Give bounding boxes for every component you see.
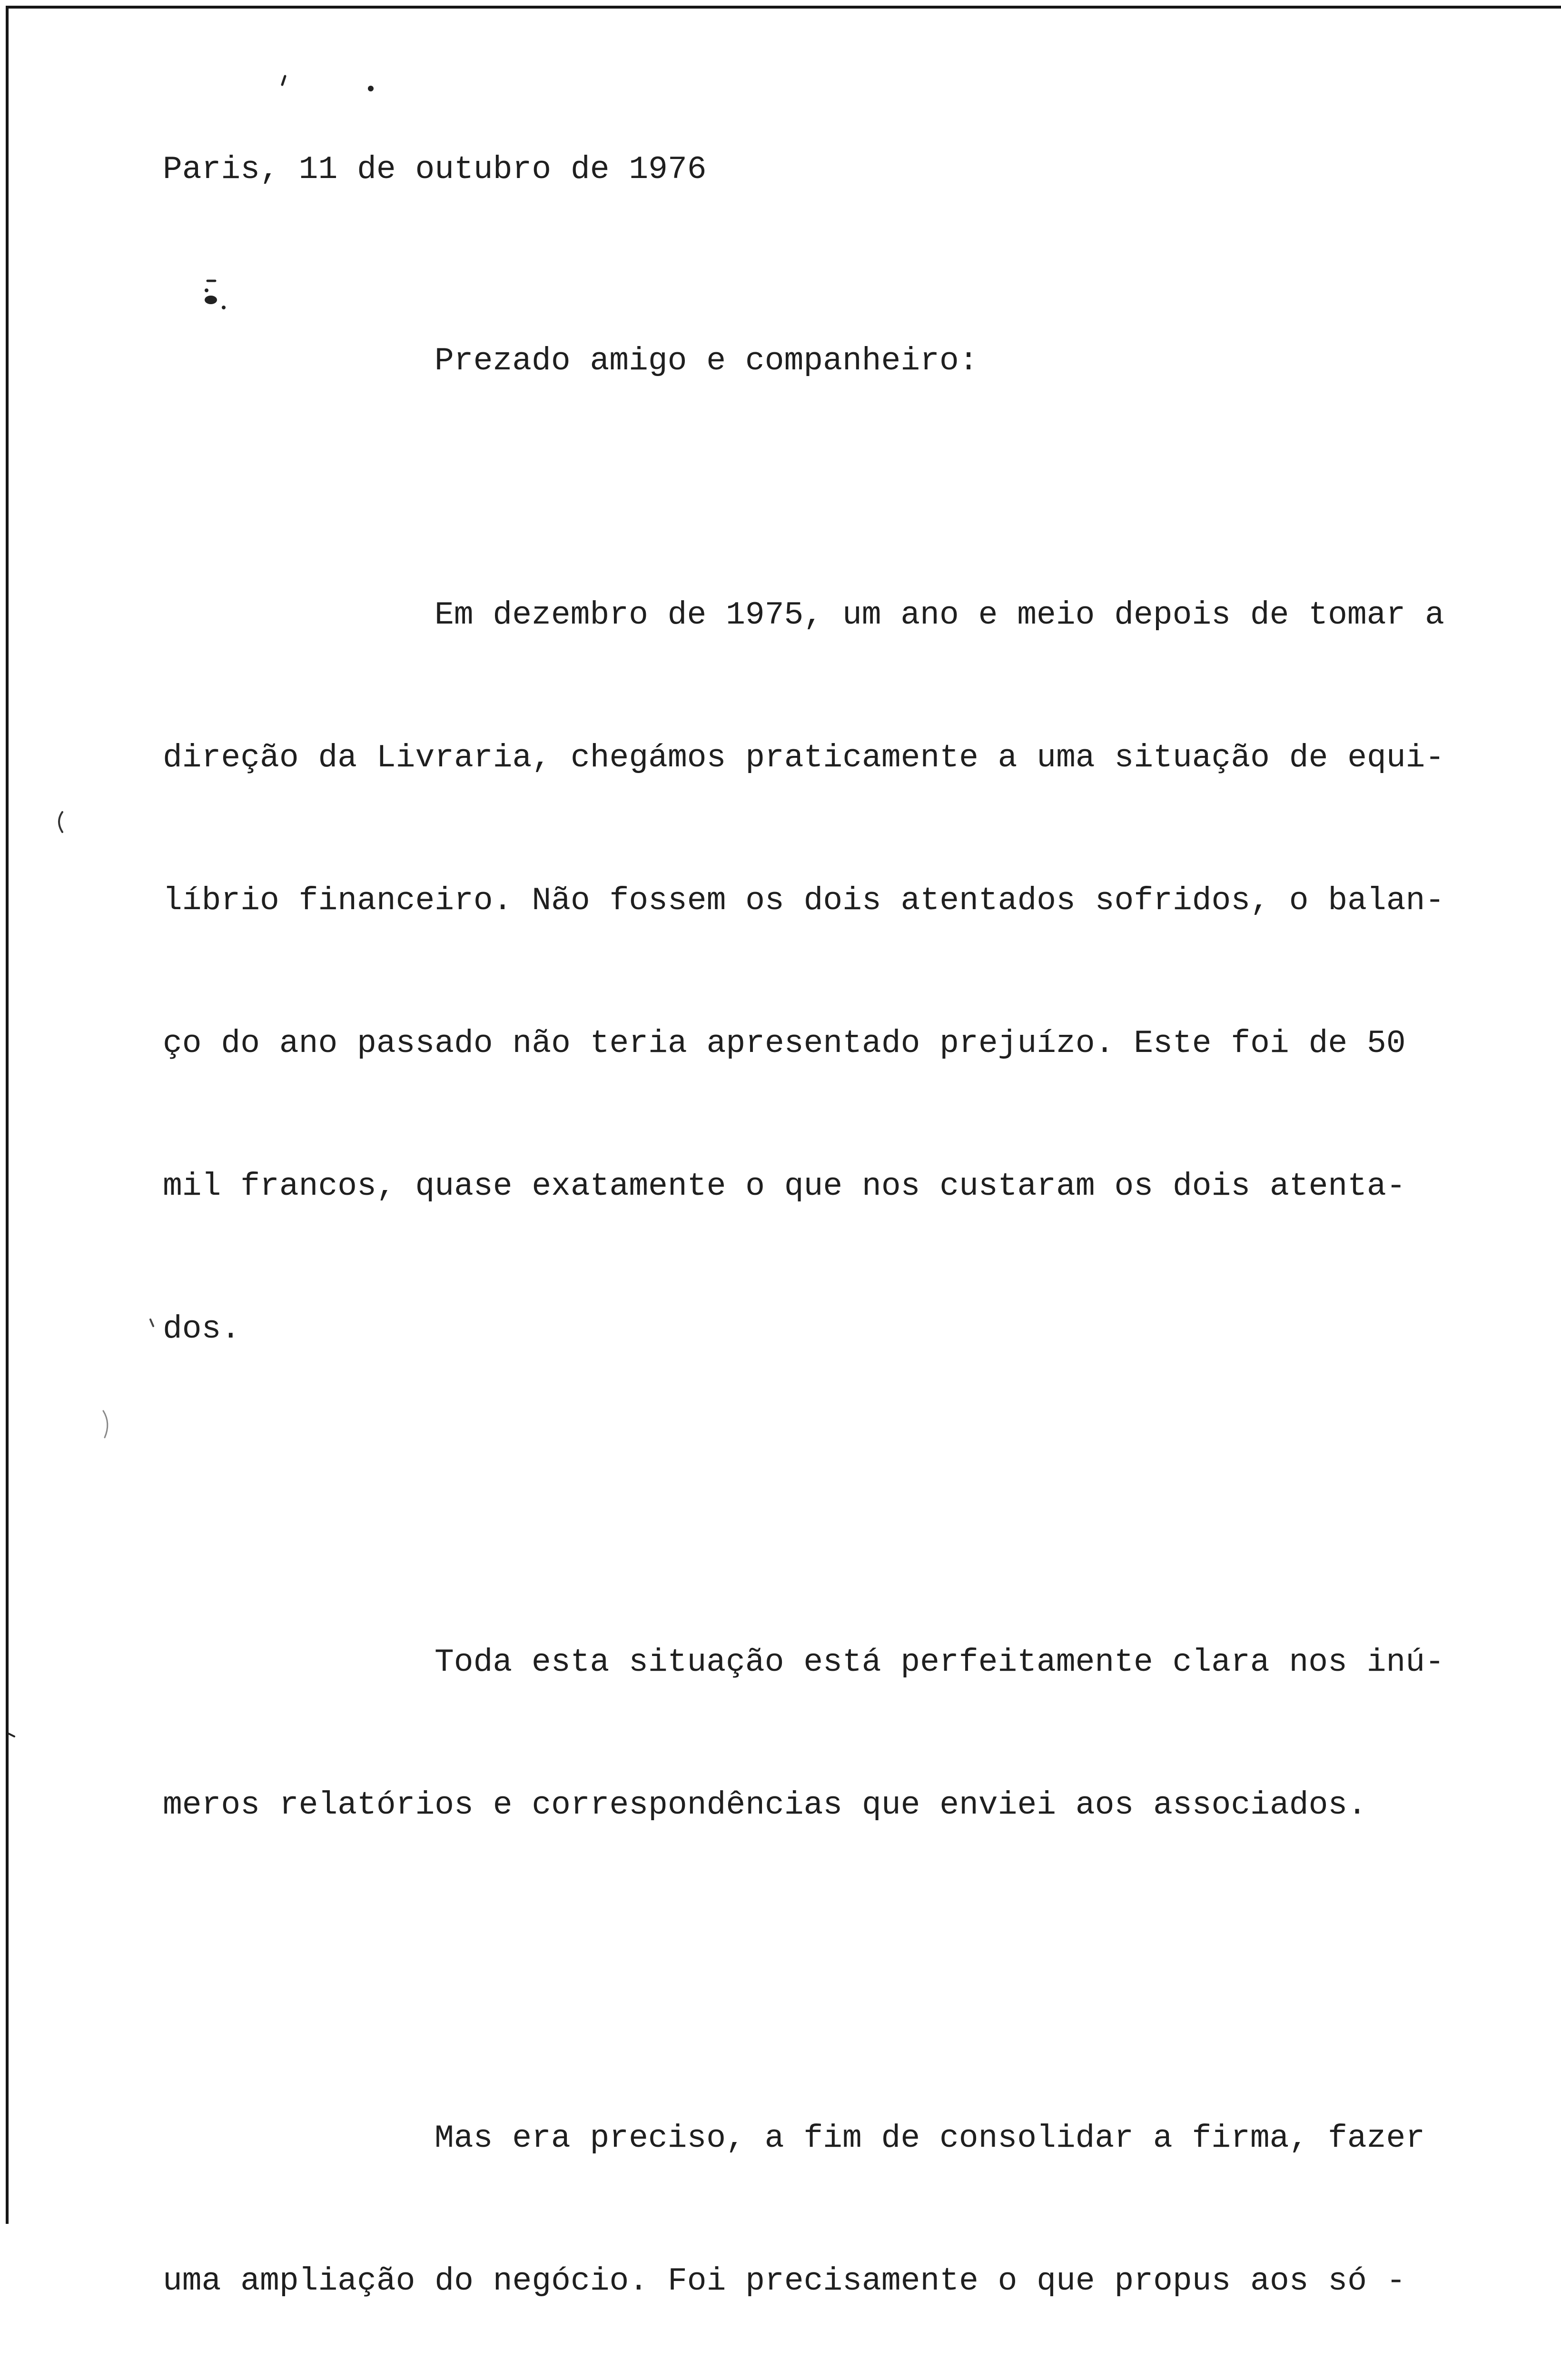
stray-mark [368,86,374,91]
letter-line: Mas era preciso, a fim de consolidar a firma, fazer [435,2120,1425,2157]
letter-body [163,401,1543,2380]
page-border-top [6,6,1561,9]
letter-line: direção da Livraria, chegámos praticamente a uma situação de equi- [163,740,1445,776]
letter-date: Paris, 11 de outubro de 1976 [163,151,707,188]
paragraph [163,1544,1543,1924]
letter-line: meros relatórios e correspondências que enviei aos associados. [163,1787,1367,1824]
paragraph [163,2020,1543,2380]
letter-line: uma ampliação do negócio. Foi precisamente o que propus aos só - [163,2263,1406,2300]
stray-mark [150,1319,153,1326]
stray-mark [205,281,226,309]
paragraph [163,496,1543,1448]
stray-mark [282,76,285,85]
letter-line: mil francos, quase exatamente o que nos custaram os dois atenta- [163,1168,1406,1205]
letter-line: Em dezembro de 1975, um ano e meio depois de tomar a [435,597,1444,634]
salutation: Prezado amigo e companheiro: [435,343,978,379]
page-border-left [6,6,9,2224]
letter-line: dos. [163,1311,241,1348]
letter-line: líbrio financeiro. Não fossem os dois atentados sofridos, o balan- [163,883,1445,919]
stray-mark [9,1734,14,1736]
letter-line: Toda esta situação está perfeitamente clara nos inú- [435,1644,1444,1681]
stray-mark [103,1411,108,1438]
stray-mark [59,812,62,832]
letter-line: ço do ano passado não teria apresentado prejuízo. Este foi de 50 [163,1025,1406,1062]
